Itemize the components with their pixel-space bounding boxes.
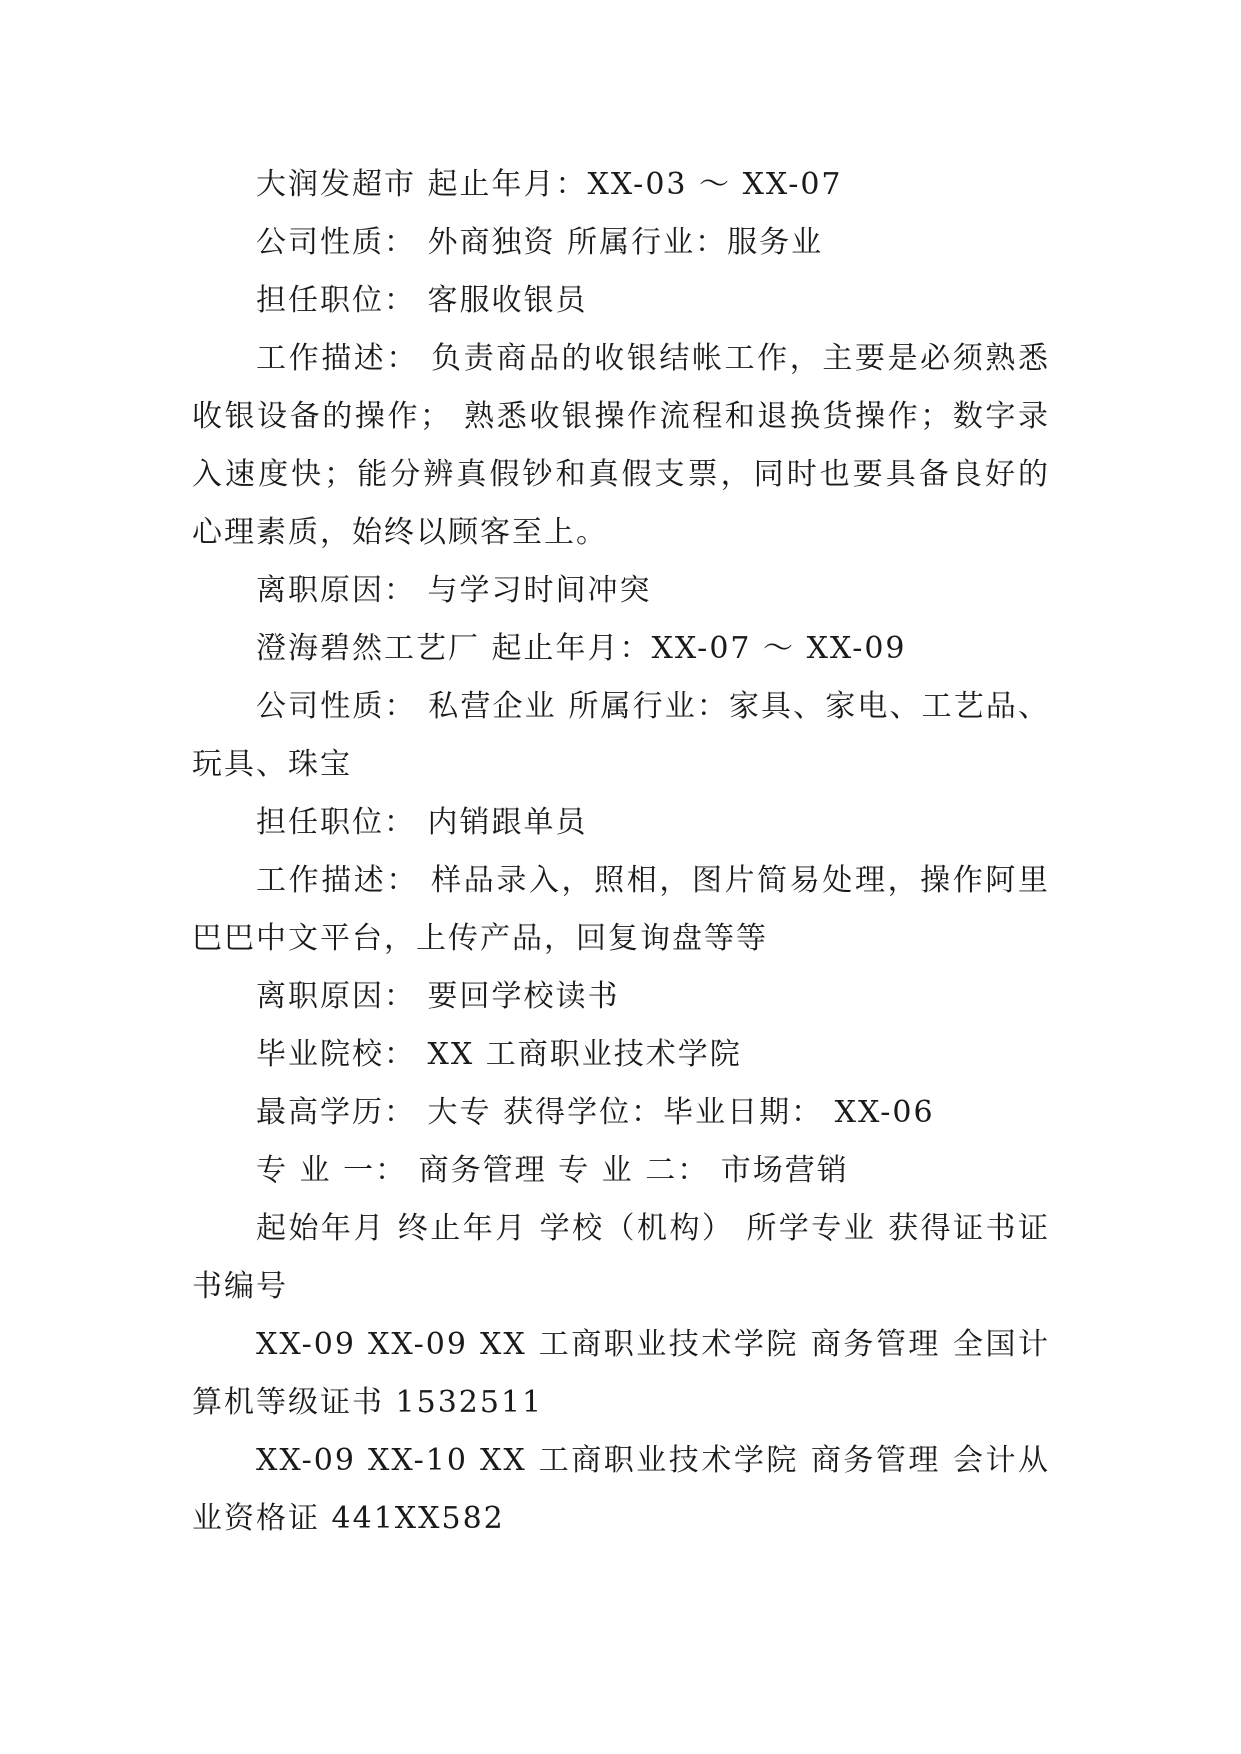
paragraph-certificate-header: 起始年月 终止年月 学校（机构） 所学专业 获得证书证书编号 — [192, 1211, 1050, 1304]
paragraph-company-2-description: 工作描述： 样品录入，照相，图片简易处理，操作阿里巴巴中文平台，上传产品，回复询盘等等 — [192, 863, 1050, 956]
paragraph-company-1-title: 大润发超市 起止年月：XX-03 ～ XX-07 — [256, 167, 843, 202]
paragraph-company-1-leave-reason: 离职原因： 与学习时间冲突 — [256, 573, 652, 608]
paragraph-company-1-nature: 公司性质： 外商独资 所属行业：服务业 — [256, 225, 824, 260]
paragraph-company-2-position: 担任职位： 内销跟单员 — [256, 805, 588, 840]
paragraph-company-2-title: 澄海碧然工艺厂 起止年月：XX-07 ～ XX-09 — [256, 631, 907, 666]
paragraph-graduate-school: 毕业院校： XX 工商职业技术学院 — [256, 1037, 742, 1072]
paragraph-certificate-row-1: XX-09 XX-09 XX 工商职业技术学院 商务管理 全国计算机等级证书 1532511 — [192, 1327, 1050, 1420]
paragraph-certificate-row-2: XX-09 XX-10 XX 工商职业技术学院 商务管理 会计从业资格证 441XX582 — [192, 1443, 1050, 1536]
paragraph-highest-education: 最高学历： 大专 获得学位：毕业日期： XX-06 — [256, 1095, 935, 1130]
paragraph-company-1-description: 工作描述： 负责商品的收银结帐工作，主要是必须熟悉收银设备的操作； 熟悉收银操作流程和退换货操作；数字录入速度快；能分辨真假钞和真假支票，同时也要具备良好的心理素质，始终以顾客至上。 — [192, 341, 1050, 550]
paragraph-company-2-leave-reason: 离职原因： 要回学校读书 — [256, 979, 620, 1014]
document-body — [192, 156, 1050, 1548]
paragraph-company-1-position: 担任职位： 客服收银员 — [256, 283, 588, 318]
paragraph-company-2-nature: 公司性质： 私营企业 所属行业：家具、家电、工艺品、玩具、珠宝 — [192, 689, 1050, 782]
paragraph-majors: 专 业 一： 商务管理 专 业 二： 市场营销 — [256, 1153, 849, 1188]
